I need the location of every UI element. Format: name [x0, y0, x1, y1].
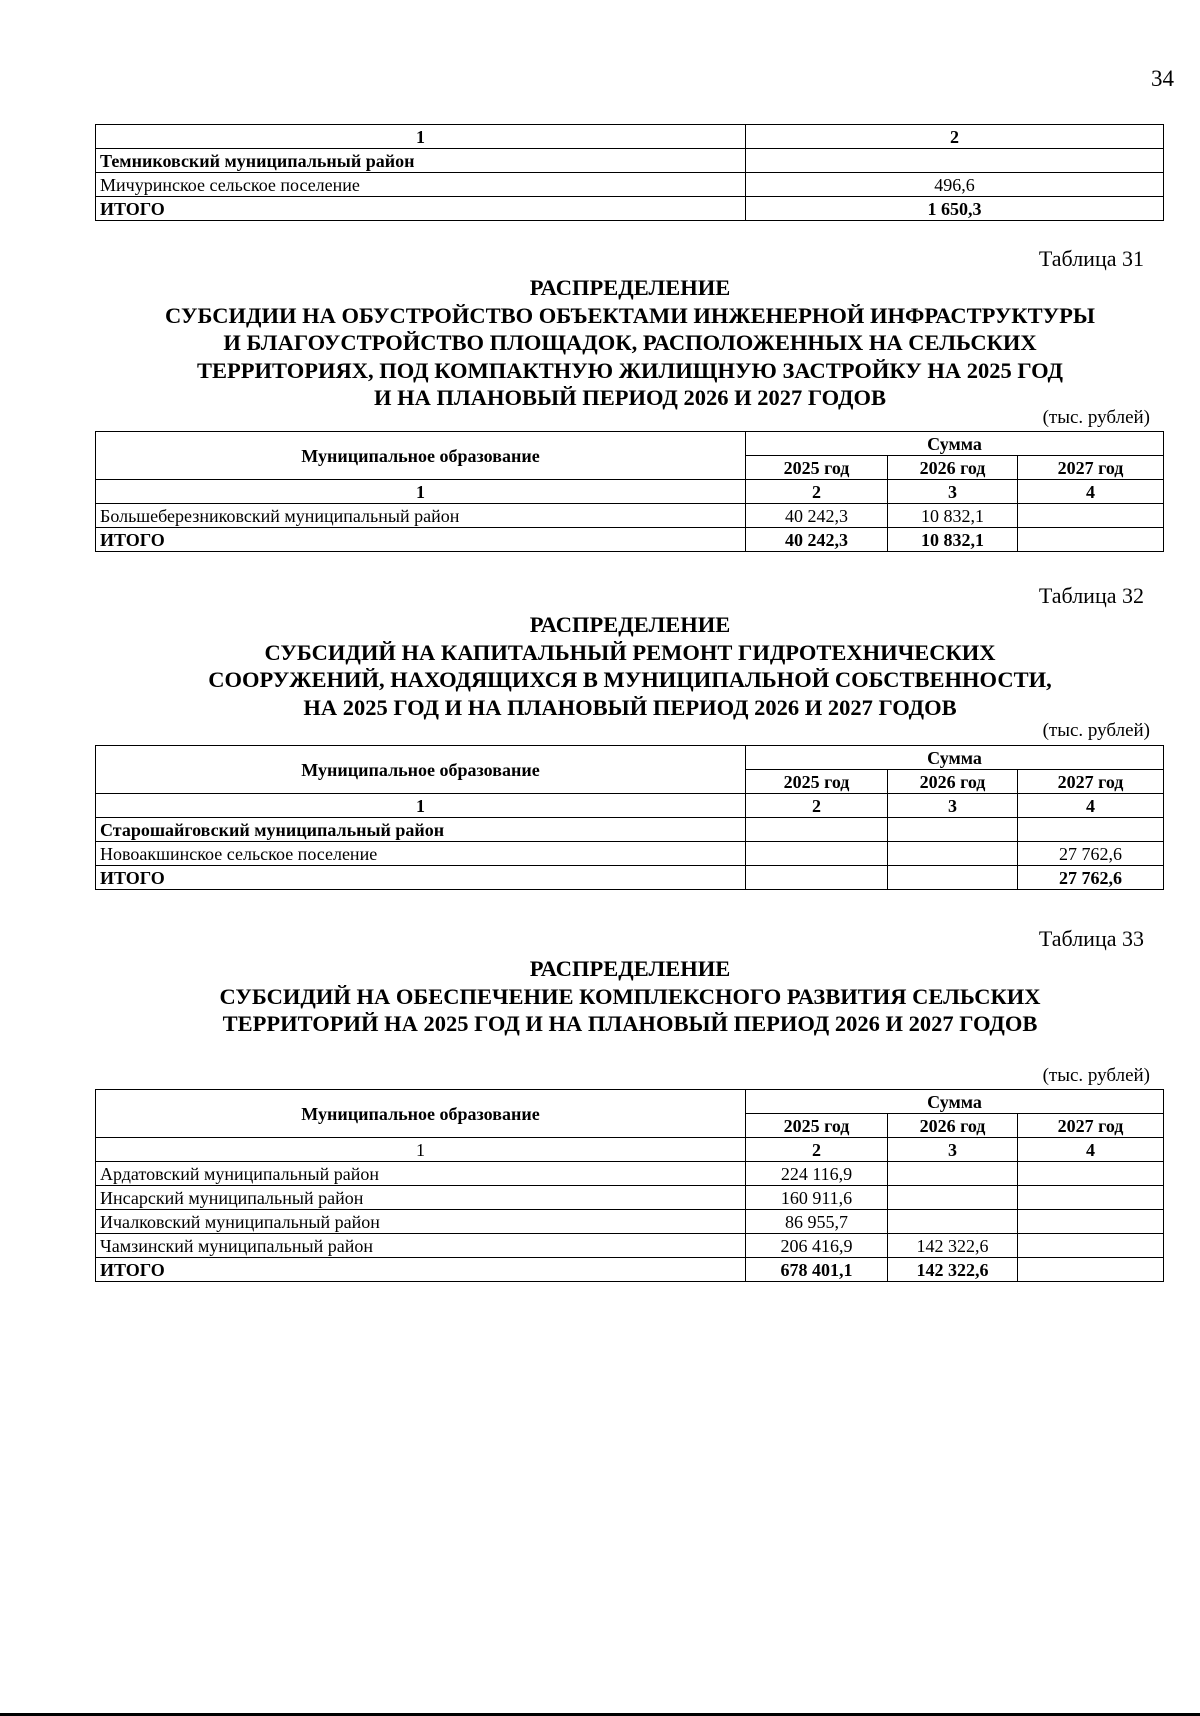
row-value-2026: 10 832,1 [888, 528, 1018, 552]
table-total-row [96, 1258, 1164, 1282]
column-number: 2 [746, 1138, 888, 1162]
column-number: 3 [888, 794, 1018, 818]
row-value-2026 [888, 1162, 1018, 1186]
row-value-2026 [888, 842, 1018, 866]
table-row [96, 1186, 1164, 1210]
table-row [96, 1234, 1164, 1258]
column-year: 2026 год [888, 456, 1018, 480]
row-value-2026: 142 322,6 [888, 1234, 1018, 1258]
table-32-units: (тыс. рублей) [1042, 720, 1150, 741]
column-number-2: 2 [746, 125, 1164, 149]
row-name: Ичалковский муниципальный район [96, 1210, 746, 1234]
row-value-2026 [888, 1186, 1018, 1210]
row-name: Новоакшинское сельское поселение [96, 842, 746, 866]
column-number: 1 [96, 794, 746, 818]
row-value-2025: 160 911,6 [746, 1186, 888, 1210]
column-municipality: Муниципальное образование [96, 746, 746, 794]
table-32-caption: Таблица 32 [1038, 583, 1144, 608]
row-value-2027 [1018, 1258, 1164, 1282]
column-number: 4 [1018, 480, 1164, 504]
title-line: РАСПРЕДЕЛЕНИЕ [529, 956, 731, 981]
row-value-2027 [1018, 818, 1164, 842]
title-line: И НА ПЛАНОВЫЙ ПЕРИОД 2026 И 2027 ГОДОВ [374, 385, 886, 410]
row-value-2025 [746, 818, 888, 842]
row-value-2026 [888, 818, 1018, 842]
column-number: 2 [746, 480, 888, 504]
table-33-caption: Таблица 33 [1038, 926, 1144, 951]
column-numbers-row [96, 480, 1164, 504]
table-31 [95, 431, 1164, 552]
row-name: Инсарский муниципальный район [96, 1186, 746, 1210]
table-row [96, 1210, 1164, 1234]
row-name: ИТОГО [96, 1258, 746, 1282]
row-value-2027 [1018, 528, 1164, 552]
row-value-2027 [1018, 504, 1164, 528]
row-value-2027: 27 762,6 [1018, 842, 1164, 866]
row-value: 1 650,3 [746, 197, 1164, 221]
table-row [96, 173, 1164, 197]
column-year: 2025 год [746, 1114, 888, 1138]
table-33-title [90, 955, 1170, 1038]
column-year: 2025 год [746, 456, 888, 480]
row-value-2025: 224 116,9 [746, 1162, 888, 1186]
table-row [96, 504, 1164, 528]
row-name: Старошайговский муниципальный район [96, 818, 746, 842]
table-header-row [96, 125, 1164, 149]
row-name: ИТОГО [96, 197, 746, 221]
column-numbers-row [96, 794, 1164, 818]
row-name: Ардатовский муниципальный район [96, 1162, 746, 1186]
table-31-title [90, 274, 1170, 412]
row-value-2026 [888, 866, 1018, 890]
row-value-2025: 678 401,1 [746, 1258, 888, 1282]
title-line: ТЕРРИТОРИЯХ, ПОД КОМПАКТНУЮ ЖИЛИЩНУЮ ЗАСТРОЙКУ НА 2025 ГОД [197, 357, 1063, 383]
column-municipality: Муниципальное образование [96, 1090, 746, 1138]
row-name: Мичуринское сельское поселение [96, 173, 746, 197]
page-number: 34 [1151, 66, 1174, 91]
title-line: СУБСИДИЙ НА ОБЕСПЕЧЕНИЕ КОМПЛЕКСНОГО РАЗВИТИЯ СЕЛЬСКИХ [219, 983, 1041, 1009]
column-number: 4 [1018, 1138, 1164, 1162]
row-value: 496,6 [746, 173, 1164, 197]
column-year: 2026 год [888, 770, 1018, 794]
row-value-2026: 10 832,1 [888, 504, 1018, 528]
row-value-2027 [1018, 1162, 1164, 1186]
row-name: Большеберезниковский муниципальный район [96, 504, 746, 528]
column-number-1: 1 [96, 125, 746, 149]
row-name: Темниковский муниципальный район [96, 149, 746, 173]
title-line: НА 2025 ГОД И НА ПЛАНОВЫЙ ПЕРИОД 2026 И 2027 ГОДОВ [303, 694, 957, 720]
table-row [96, 1162, 1164, 1186]
table-row [96, 818, 1164, 842]
table-31-caption: Таблица 31 [1038, 246, 1144, 271]
table-total-row [96, 528, 1164, 552]
continuation-table [95, 124, 1164, 221]
column-year: 2026 год [888, 1114, 1018, 1138]
table-33 [95, 1089, 1164, 1282]
row-value-2025: 40 242,3 [746, 504, 888, 528]
column-number: 4 [1018, 794, 1164, 818]
row-value-2026: 142 322,6 [888, 1258, 1018, 1282]
row-name: Чамзинский муниципальный район [96, 1234, 746, 1258]
title-line: СУБСИДИИ НА ОБУСТРОЙСТВО ОБЪЕКТАМИ ИНЖЕНЕРНОЙ ИНФРАСТРУКТУРЫ [165, 302, 1095, 328]
row-value-2027 [1018, 1210, 1164, 1234]
table-row [96, 149, 1164, 173]
table-32 [95, 745, 1164, 890]
table-total-row [96, 866, 1164, 890]
table-32-title [90, 611, 1170, 721]
column-year: 2027 год [1018, 770, 1164, 794]
row-value-2027 [1018, 1186, 1164, 1210]
column-sum: Сумма [746, 432, 1164, 456]
column-sum: Сумма [746, 746, 1164, 770]
row-value-2025: 40 242,3 [746, 528, 888, 552]
column-year: 2027 год [1018, 1114, 1164, 1138]
column-municipality: Муниципальное образование [96, 432, 746, 480]
column-year: 2025 год [746, 770, 888, 794]
row-name: ИТОГО [96, 528, 746, 552]
column-number: 3 [888, 480, 1018, 504]
row-name: ИТОГО [96, 866, 746, 890]
column-number: 3 [888, 1138, 1018, 1162]
row-value [746, 149, 1164, 173]
title-line: И БЛАГОУСТРОЙСТВО ПЛОЩАДОК, РАСПОЛОЖЕННЫХ НА СЕЛЬСКИХ [223, 330, 1037, 355]
table-31-units: (тыс. рублей) [1042, 407, 1150, 428]
column-number: 1 [96, 1138, 746, 1162]
row-value-2027 [1018, 1234, 1164, 1258]
title-line: СУБСИДИЙ НА КАПИТАЛЬНЫЙ РЕМОНТ ГИДРОТЕХНИЧЕСКИХ [264, 639, 996, 665]
row-value-2025 [746, 866, 888, 890]
column-year: 2027 год [1018, 456, 1164, 480]
table-row [96, 842, 1164, 866]
title-line: СООРУЖЕНИЙ, НАХОДЯЩИХСЯ В МУНИЦИПАЛЬНОЙ СОБСТВЕННОСТИ, [208, 667, 1052, 692]
row-value-2027: 27 762,6 [1018, 866, 1164, 890]
title-line: РАСПРЕДЕЛЕНИЕ [529, 275, 731, 300]
title-line: РАСПРЕДЕЛЕНИЕ [529, 612, 731, 637]
column-sum: Сумма [746, 1090, 1164, 1114]
column-number: 2 [746, 794, 888, 818]
row-value-2025 [746, 842, 888, 866]
table-33-units: (тыс. рублей) [1042, 1065, 1150, 1086]
row-value-2025: 206 416,9 [746, 1234, 888, 1258]
row-value-2026 [888, 1210, 1018, 1234]
table-total-row [96, 197, 1164, 221]
title-line: ТЕРРИТОРИЙ НА 2025 ГОД И НА ПЛАНОВЫЙ ПЕРИОД 2026 И 2027 ГОДОВ [222, 1011, 1038, 1036]
column-numbers-row [96, 1138, 1164, 1162]
column-number: 1 [96, 480, 746, 504]
row-value-2025: 86 955,7 [746, 1210, 888, 1234]
